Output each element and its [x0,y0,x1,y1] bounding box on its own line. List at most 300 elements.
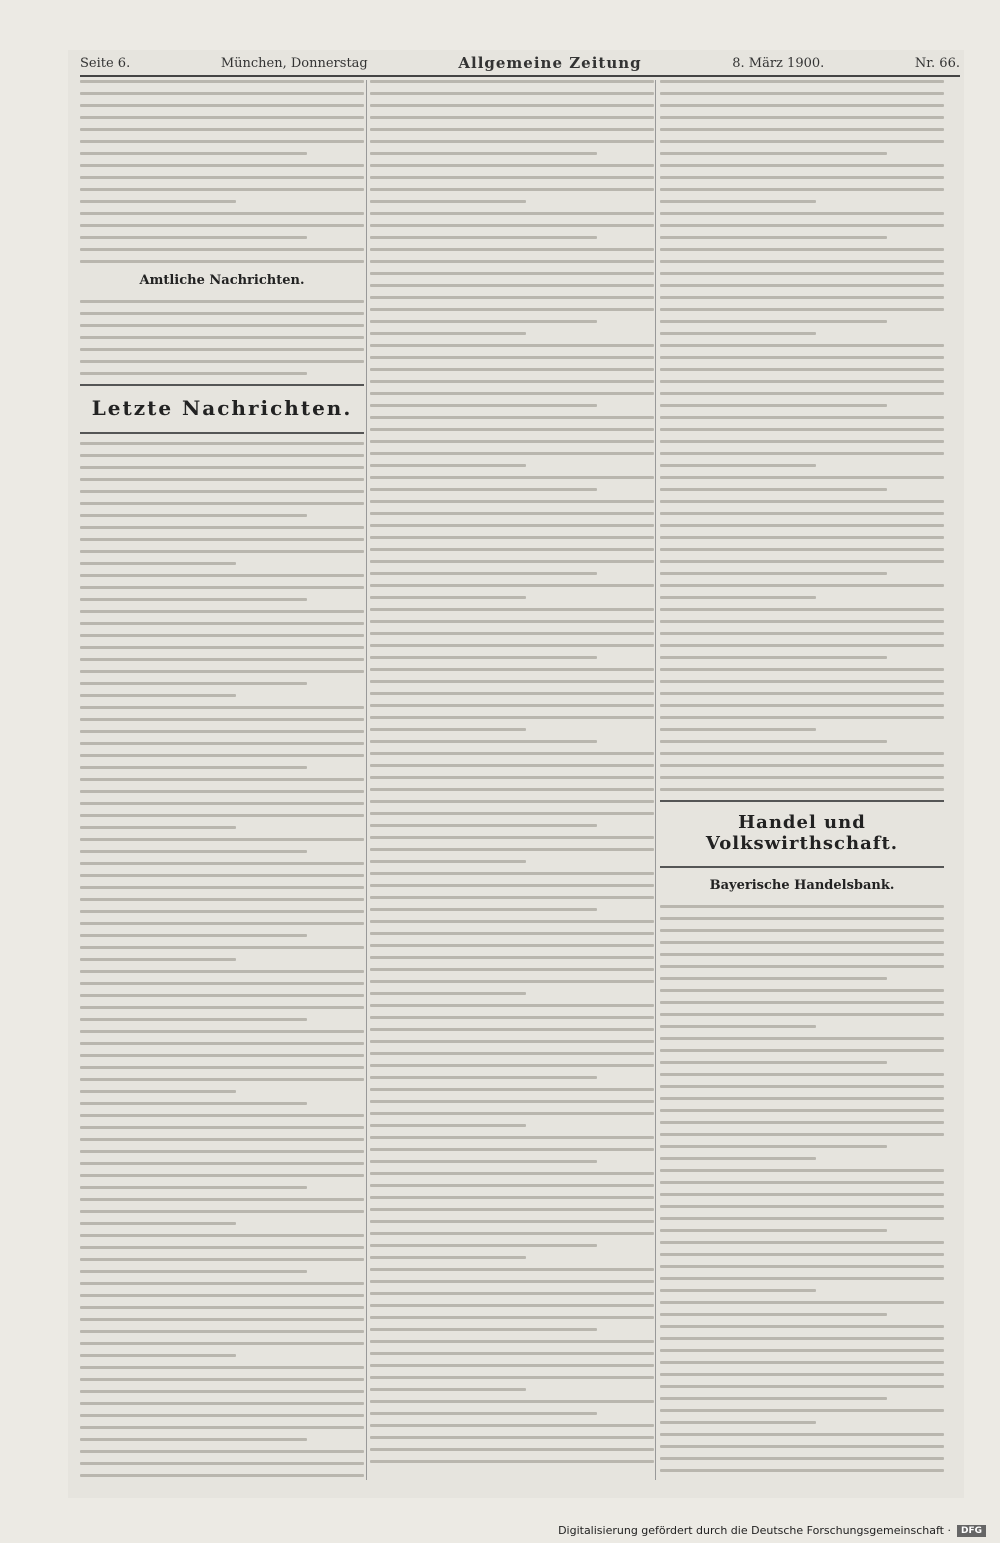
text-line [660,284,944,287]
text-line [370,776,654,779]
text-line [660,416,944,419]
text-line [80,1042,364,1045]
text-line [370,1424,654,1427]
text-line [370,488,597,491]
section-heading-trade: Handel und Volkswirthschaft. [705,812,899,854]
text-line [660,1169,944,1172]
text-line [660,1073,944,1076]
text-line [370,1220,654,1223]
text-line [660,440,944,443]
text-line [80,1066,364,1069]
text-line [660,152,887,155]
section-heading-official-news: Amtliche Nachrichten. [139,273,305,288]
text-line [660,1457,944,1460]
digitization-footer [558,1524,986,1537]
text-line [370,356,654,359]
text-line [80,1234,364,1237]
text-line [80,1282,364,1285]
text-line [80,898,364,901]
text-line [80,1462,364,1465]
text-line [80,92,364,95]
text-line [370,332,526,335]
text-line [80,802,364,805]
text-line [660,929,944,932]
text-line [660,524,944,527]
text-line [80,1054,364,1057]
text-line [660,1049,944,1052]
text-line [80,1114,364,1117]
section-heading-latest-news: Letzte Nachrichten. [91,396,353,420]
text-line [370,236,597,239]
text-line [370,512,654,515]
text-line [660,548,944,551]
text-line [660,236,887,239]
text-line [370,1244,597,1247]
text-line [370,1388,526,1391]
text-line [660,104,944,107]
text-line [660,212,944,215]
column-divider [366,80,367,1480]
text-line [370,992,526,995]
text-line [80,742,364,745]
text-line [370,1124,526,1127]
text-line [370,1016,654,1019]
text-line [660,464,816,467]
text-line [660,1277,944,1280]
text-line [80,694,236,697]
text-line [660,977,887,980]
text-line [660,1193,944,1196]
text-line [80,862,364,865]
text-line [660,1433,944,1436]
text-line [370,848,654,851]
text-line [370,320,597,323]
text-line [660,1265,944,1268]
text-line [660,1121,944,1124]
text-line [370,1052,654,1055]
text-line [370,1112,654,1115]
text-line [80,300,364,303]
text-line [660,620,944,623]
newspaper-title: Allgemeine Zeitung [458,54,642,72]
text-line [370,1088,654,1091]
text-line [80,140,364,143]
text-line [370,1400,654,1403]
text-line [370,500,654,503]
text-line [660,1145,887,1148]
text-line [370,740,597,743]
text-line [660,989,944,992]
text-line [660,368,944,371]
text-line [80,550,364,553]
text-line [80,910,364,913]
text-line [370,836,654,839]
text-line [80,1270,307,1273]
text-line [370,464,526,467]
text-line [80,372,307,375]
text-line [370,272,654,275]
text-line [660,656,887,659]
text-line [660,1289,816,1292]
text-line [80,646,364,649]
text-line [80,1318,364,1321]
text-line [660,584,944,587]
text-line [370,416,654,419]
text-line [80,236,307,239]
text-line [80,682,307,685]
text-line [370,656,597,659]
text-line [660,428,944,431]
text-line [370,344,654,347]
text-line [660,488,887,491]
text-line [80,1162,364,1165]
text-line [660,905,944,908]
text-line [370,932,654,935]
text-line [80,886,364,889]
issue-date: 8. März 1900. [732,55,825,71]
text-line [660,1109,944,1112]
text-line [80,1426,364,1429]
text-line [370,728,526,731]
text-line [660,332,816,335]
text-line [370,296,654,299]
text-line [80,1090,236,1093]
text-line [80,490,364,493]
text-line [80,574,364,577]
text-line [660,512,944,515]
text-line [370,692,654,695]
text-line [370,1268,654,1271]
text-line [660,1361,944,1364]
text-line [80,1474,364,1477]
text-line [660,1325,944,1328]
text-line [80,1138,364,1141]
text-line [370,668,654,671]
text-line [370,956,654,959]
text-line [660,260,944,263]
text-line [660,164,944,167]
section-rule [80,384,364,386]
text-line [370,164,654,167]
text-line [370,800,654,803]
text-line [80,152,307,155]
text-line [80,922,364,925]
text-line [370,1436,654,1439]
text-line [370,644,654,647]
text-line [80,670,364,673]
text-line [660,728,816,731]
text-line [80,1030,364,1033]
column-2 [370,80,654,1480]
text-line [370,584,654,587]
text-line [370,752,654,755]
text-line [80,116,364,119]
text-line [660,296,944,299]
text-line [370,1364,654,1367]
text-line [660,140,944,143]
text-line [80,874,364,877]
text-line [370,368,654,371]
text-line [660,1205,944,1208]
text-line [370,284,654,287]
text-line [660,1385,944,1388]
text-line [80,466,364,469]
text-line [370,224,654,227]
text-line [660,596,816,599]
text-line [660,1133,944,1136]
section-heading-bank: Bayerische Handelsbank. [709,878,895,893]
text-line [370,968,654,971]
text-line [660,1061,887,1064]
text-line [80,1174,364,1177]
text-line [660,452,944,455]
text-line [80,1246,364,1249]
text-line [80,248,364,251]
text-line [660,272,944,275]
text-line [80,706,364,709]
text-line [660,1001,944,1004]
text-line [370,884,654,887]
text-line [370,548,654,551]
text-line [80,164,364,167]
text-line [80,176,364,179]
text-line [660,380,944,383]
section-rule [660,866,944,868]
text-line [80,1018,307,1021]
text-line [80,1390,364,1393]
text-line [370,1412,597,1415]
location-day: München, Donnerstag [220,55,368,71]
text-line [370,1256,526,1259]
footer-text: Digitalisierung gefördert durch die Deutsche Forschungsgemeinschaft · [558,1524,951,1537]
text-line [370,104,654,107]
text-line [80,826,236,829]
text-line [660,788,944,791]
text-line [660,128,944,131]
text-line [370,128,654,131]
text-line [370,608,654,611]
text-line [80,1186,307,1189]
text-line [370,824,597,827]
text-line [660,716,944,719]
text-line [660,668,944,671]
text-line [370,380,654,383]
text-line [370,1028,654,1031]
text-line [370,80,654,83]
text-line [80,514,307,517]
text-line [370,560,654,563]
text-line [370,596,526,599]
text-line [660,1301,944,1304]
text-line [80,754,364,757]
text-line [370,944,654,947]
text-line [660,92,944,95]
text-line [660,1229,887,1232]
dfg-logo: DFG [957,1525,986,1537]
text-line [80,1078,364,1081]
text-line [660,1181,944,1184]
text-line [80,994,364,997]
text-line [80,1150,364,1153]
text-line [660,536,944,539]
text-line [80,104,364,107]
column-1 [80,80,364,1480]
text-line [660,680,944,683]
text-line [80,718,364,721]
text-line [80,1306,364,1309]
text-line [370,1136,654,1139]
text-line [80,1198,364,1201]
text-line [370,788,654,791]
text-line [660,692,944,695]
text-line [660,1469,944,1472]
text-line [80,1222,236,1225]
text-line [370,308,654,311]
text-line [80,1330,364,1333]
text-line [660,704,944,707]
text-line [370,1160,597,1163]
text-line [80,610,364,613]
text-line [370,1460,654,1463]
text-line [80,814,364,817]
text-line [370,200,526,203]
text-line [370,764,654,767]
text-line [370,1196,654,1199]
text-line [80,934,307,937]
text-line [660,1373,944,1376]
text-line [80,1126,364,1129]
text-line [660,1421,816,1424]
issue-number: Nr. 66. [914,55,960,71]
section-rule [80,432,364,434]
text-line [80,1378,364,1381]
text-line [80,598,307,601]
column-3 [660,80,944,1480]
text-line [370,1280,654,1283]
text-line [80,778,364,781]
page-number: Seite 6. [80,55,131,71]
text-line [660,1409,944,1412]
text-line [80,128,364,131]
text-line [370,1100,654,1103]
text-line [80,1258,364,1261]
text-line [370,1148,654,1151]
text-line [370,260,654,263]
text-line [660,1253,944,1256]
text-line [370,1004,654,1007]
text-line [660,308,944,311]
text-line [80,224,364,227]
text-line [660,224,944,227]
text-line [80,212,364,215]
text-line [370,176,654,179]
text-line [660,608,944,611]
text-line [370,248,654,251]
text-line [370,572,597,575]
text-line [80,982,364,985]
text-line [370,1232,654,1235]
text-line [370,1064,654,1067]
text-line [370,452,654,455]
text-line [660,1037,944,1040]
text-line [660,572,887,575]
text-line [80,538,364,541]
text-line [80,1102,307,1105]
text-line [370,1292,654,1295]
text-line [660,953,944,956]
text-line [370,1448,654,1451]
text-line [370,140,654,143]
text-line [80,336,364,339]
text-line [370,1352,654,1355]
text-line [370,1076,597,1079]
text-line [80,634,364,637]
text-line [370,404,597,407]
text-line [80,526,364,529]
text-line [80,958,236,961]
text-line [370,920,654,923]
text-line [80,562,236,565]
text-line [660,917,944,920]
text-line [660,965,944,968]
text-line [660,1097,944,1100]
text-line [80,478,364,481]
text-line [370,524,654,527]
text-line [660,1349,944,1352]
text-line [80,80,364,83]
text-line [660,632,944,635]
text-line [80,1210,364,1213]
text-line [660,644,944,647]
text-line [370,536,654,539]
text-line [660,344,944,347]
text-line [370,1208,654,1211]
text-line [80,658,364,661]
text-line [660,1445,944,1448]
text-line [660,740,887,743]
text-line [370,812,654,815]
text-line [660,1025,816,1028]
text-line [660,1397,887,1400]
text-line [80,586,364,589]
text-line [660,320,887,323]
text-line [660,1157,816,1160]
text-line [80,502,364,505]
text-line [370,716,654,719]
text-line [80,188,364,191]
text-line [370,908,597,911]
text-line [370,152,597,155]
text-line [80,1438,307,1441]
text-line [370,896,654,899]
text-line [370,704,654,707]
text-line [660,500,944,503]
text-line [370,476,654,479]
text-line [660,1217,944,1220]
text-line [660,476,944,479]
text-line [660,176,944,179]
text-line [80,312,364,315]
text-line [80,766,307,769]
text-line [80,1450,364,1453]
text-line [660,1313,887,1316]
text-line [370,188,654,191]
text-line [80,1294,364,1297]
text-line [80,1354,236,1357]
text-line [660,200,816,203]
text-line [370,980,654,983]
text-line [660,392,944,395]
